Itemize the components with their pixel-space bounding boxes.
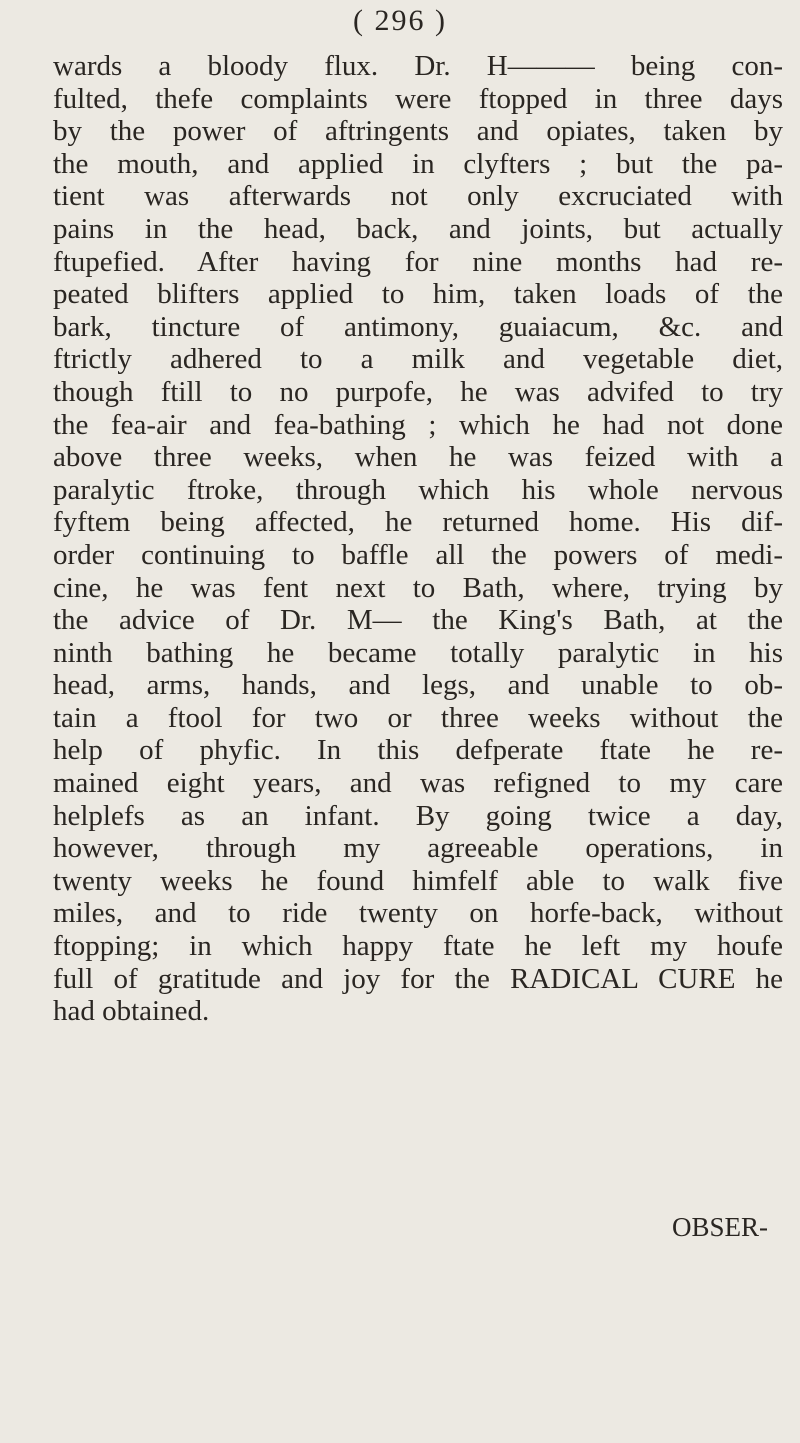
text-line: help of phyfic. In this defperate ftate he re- (53, 734, 783, 767)
text-line: ftopping; in which happy ftate he left my houfe (53, 930, 783, 963)
text-line: ninth bathing he became totally paralytic in his (53, 636, 783, 669)
text-line: however, through my agreeable operations, in (53, 832, 783, 865)
text-line: though ftill to no purpofe, he was advifed to try (53, 375, 783, 408)
text-line: helplefs as an infant. By going twice a day, (53, 799, 783, 832)
text-line: order continuing to baffle all the powers of medi- (53, 538, 783, 571)
text-line: pains in the head, back, and joints, but actually (53, 212, 783, 245)
text-line: had obtained. (53, 995, 210, 1028)
text-line: mained eight years, and was refigned to my care (53, 767, 783, 800)
page-number: ( 296 ) (353, 4, 447, 37)
text-line: paralytic ftroke, through which his whole nervous (53, 473, 783, 506)
text-line: bark, tincture of antimony, guaiacum, &c. and (53, 310, 783, 343)
text-line: twenty weeks he found himfelf able to walk five (53, 864, 783, 897)
text-line: ftrictly adhered to a milk and vegetable diet, (53, 343, 783, 376)
text-line: full of gratitude and joy for the RADICAL CURE he (53, 962, 783, 995)
text-line: by the power of aftringents and opiates, taken by (53, 115, 783, 148)
body-paragraph (53, 50, 783, 1028)
text-line: fyftem being affected, he returned home. His dif- (53, 506, 783, 539)
text-line: miles, and to ride twenty on horfe-back, without (53, 897, 783, 930)
catchword: OBSER- (671, 1212, 768, 1242)
text-line: the mouth, and applied in clyfters ; but the pa- (53, 147, 783, 180)
text-line: ftupefied. After having for nine months had re- (53, 245, 783, 278)
text-line: above three weeks, when he was feized with a (53, 441, 783, 474)
text-line: fulted, thefe complaints were ftopped in three days (53, 82, 783, 115)
text-line: head, arms, hands, and legs, and unable to ob- (53, 669, 783, 702)
text-line: the fea-air and fea-bathing ; which he had not done (53, 408, 783, 441)
text-line: tient was afterwards not only excruciated with (53, 180, 783, 213)
text-line: tain a ftool for two or three weeks without the (53, 701, 783, 734)
text-line: the advice of Dr. M— the King's Bath, at the (53, 604, 783, 637)
text-line: peated blifters applied to him, taken loads of the (53, 278, 783, 311)
text-line: wards a bloody flux. Dr. H——— being con- (53, 50, 783, 82)
text-line: cine, he was fent next to Bath, where, trying by (53, 571, 783, 604)
